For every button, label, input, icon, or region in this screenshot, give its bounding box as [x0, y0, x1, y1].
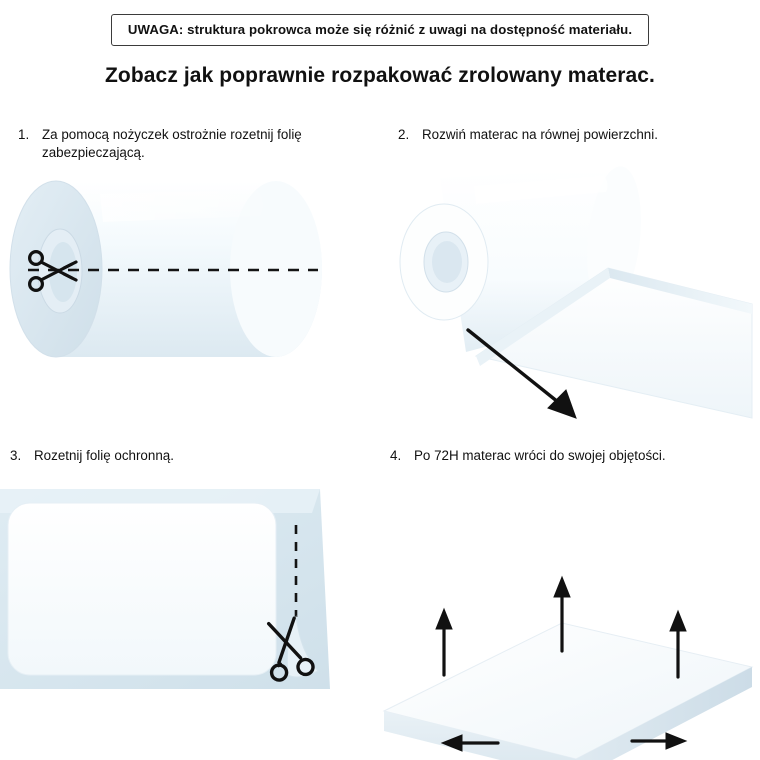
- step-3-number: 3.: [10, 448, 22, 463]
- step-1-illustration: [0, 118, 380, 439]
- step-card-3: [0, 439, 380, 760]
- notice-banner-wrapper: [0, 0, 760, 46]
- step-4-header: [380, 439, 760, 465]
- step-2-illustration: [380, 118, 760, 439]
- step-4-illustration: [380, 439, 760, 760]
- steps-grid: [0, 118, 760, 760]
- page-title: Zobacz jak poprawnie rozpakować zrolowany materac.: [105, 64, 655, 87]
- step-3-text: Rozetnij folię ochronną.: [34, 448, 174, 463]
- step-1-header: [0, 118, 380, 161]
- step-2-text: Rozwiń materac na równej powierzchni.: [422, 127, 658, 142]
- step-card-1: [0, 118, 380, 439]
- step-3-header: [0, 439, 380, 465]
- step-1-number: 1.: [18, 127, 30, 142]
- step-card-2: [380, 118, 760, 439]
- step-1-text: Za pomocą nożyczek ostrożnie rozetnij folię zabezpieczającą.: [42, 127, 302, 160]
- step-2-header: [380, 118, 760, 144]
- notice-banner: UWAGA: struktura pokrowca może się różnić z uwagi na dostępność materiału.: [111, 14, 649, 46]
- step-4-number: 4.: [390, 448, 402, 463]
- step-2-number: 2.: [398, 127, 410, 142]
- step-card-4: [380, 439, 760, 760]
- step-3-illustration: [0, 439, 380, 760]
- step-4-text: Po 72H materac wróci do swojej objętości.: [414, 448, 666, 463]
